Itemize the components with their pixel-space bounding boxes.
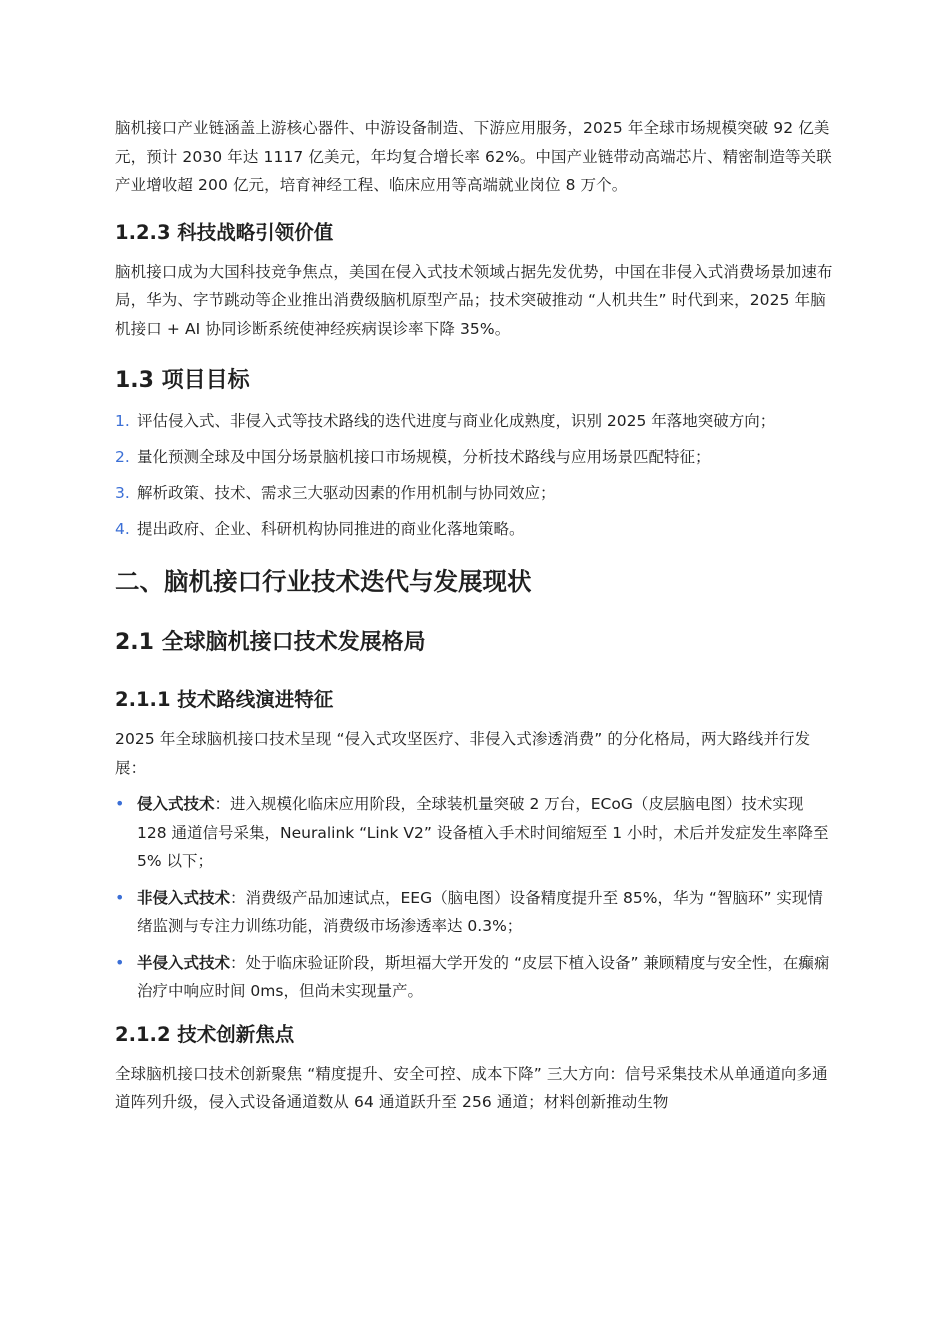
heading-1-2-3: 1.2.3 科技战略引领价值	[115, 220, 334, 244]
paragraph-industry-chain: 脑机接口产业链涵盖上游核心器件、中游设备制造、下游应用服务，2025 年全球市场规模突破 92 亿美元，预计 2030 年达 1117 亿美元，年均复合增长率 62%。中国产业链带动高端芯片、精密制造等关联产业增收超 200 亿元，培育神经工程、临床应用等高端就业岗位 8 万个。	[115, 119, 832, 194]
heading-section-2: 二、脑机接口行业技术迭代与发展现状	[115, 567, 532, 596]
bullet-text: ：处于临床验证阶段，斯坦福大学开发的 “皮层下植入设备” 兼顾精度与安全性，在癫痫治疗中响应时间 0ms，但尚未实现量产。	[137, 953, 830, 1000]
list-number: 2.	[115, 448, 130, 466]
bullet-term: 半侵入式技术	[137, 953, 231, 972]
list-number: 3.	[115, 484, 130, 502]
paragraph-routes: 2025 年全球脑机接口技术呈现 “侵入式攻坚医疗、非侵入式渗透消费” 的分化格局，两大路线并行发展：	[115, 730, 811, 777]
paragraph-innovation: 全球脑机接口技术创新聚焦 “精度提升、安全可控、成本下降” 三大方向：信号采集技术从单通道向多通道阵列升级，侵入式设备通道数从 64 通道跃升至 256 通道；材料创新推动生物	[115, 1064, 828, 1111]
heading-2-1-2: 2.1.2 技术创新焦点	[115, 1022, 295, 1046]
goals-list	[115, 407, 837, 543]
bullet-icon: •	[115, 952, 125, 972]
list-item	[115, 407, 837, 435]
bullet-text: ：消费级产品加速试点，EEG（脑电图）设备精度提升至 85%，华为 “智脑环” 实现情绪监测与专注力训练功能，消费级市场渗透率达 0.3%；	[137, 888, 823, 935]
list-item	[115, 790, 837, 876]
heading-1-3: 1.3 项目目标	[115, 368, 250, 393]
bullet-term: 侵入式技术	[137, 795, 215, 813]
paragraph-strategy: 脑机接口成为大国科技竞争焦点，美国在侵入式技术领域占据先发优势，中国在非侵入式消费场景加速布局，华为、字节跳动等企业推出消费级脑机原型产品；技术突破推动 “人机共生” 时代到来，2025 年脑机接口 + AI 协同诊断系统使神经疾病误诊率下降 35%。	[115, 262, 833, 338]
list-item-text: 提出政府、企业、科研机构协同推进的商业化落地策略。	[137, 520, 525, 538]
routes-bullet-list	[115, 790, 837, 1006]
document-page	[115, 114, 837, 1117]
list-item-text: 量化预测全球及中国分场景脑机接口市场规模，分析技术路线与应用场景匹配特征；	[137, 448, 711, 466]
bullet-text: ：进入规模化临床应用阶段，全球装机量突破 2 万台，ECoG（皮层脑电图）技术实现 128 通道信号采集，Neuralink “Link V2” 设备植入手术时间缩短至 1 小时，术后并发症发生率降至 5% 以下；	[137, 795, 829, 870]
heading-2-1-1: 2.1.1 技术路线演进特征	[115, 688, 334, 711]
list-item-text: 解析政策、技术、需求三大驱动因素的作用机制与协同效应；	[137, 484, 556, 502]
list-item	[115, 884, 837, 941]
heading-2-1: 2.1 全球脑机接口技术发展格局	[115, 630, 426, 655]
bullet-icon: •	[115, 887, 125, 907]
list-item-text: 评估侵入式、非侵入式等技术路线的迭代进度与商业化成熟度，识别 2025 年落地突破方向；	[137, 412, 776, 430]
list-item	[115, 949, 837, 1006]
bullet-term: 非侵入式技术	[137, 888, 231, 907]
list-item	[115, 479, 837, 507]
list-item	[115, 515, 837, 543]
bullet-icon: •	[115, 794, 125, 813]
list-number: 4.	[115, 520, 130, 538]
list-item	[115, 443, 837, 471]
list-number: 1.	[115, 412, 130, 430]
